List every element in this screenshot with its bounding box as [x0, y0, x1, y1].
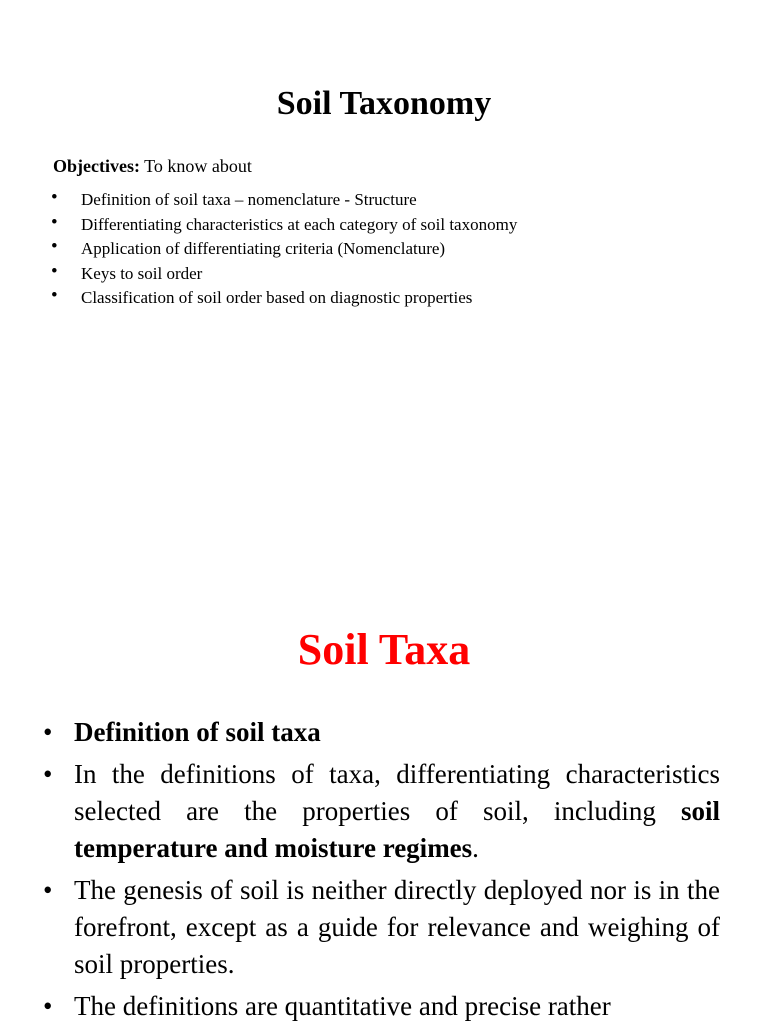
list-item	[0, 714, 720, 751]
list-item	[0, 213, 517, 238]
objectives-line	[53, 154, 252, 178]
list-item-text: Classification of soil order based on diagnostic properties	[81, 288, 473, 307]
list-item-text: The genesis of soil is neither directly deployed nor is in the forefront, except as a guide for relevance and weighing of soil properties.	[74, 875, 720, 979]
list-item	[0, 756, 720, 867]
bullet-icon: •	[51, 236, 58, 257]
list-item-text: Application of differentiating criteria (Nomenclature)	[81, 239, 446, 258]
list-item	[0, 188, 517, 213]
bullet-icon: •	[51, 285, 58, 306]
bullet-icon: •	[43, 717, 53, 747]
bullet-icon: •	[51, 260, 58, 282]
slide-soil-taxa	[0, 576, 768, 1024]
objectives-label: Objectives:	[53, 156, 140, 176]
slide-title: Soil Taxa	[297, 625, 471, 674]
bullet-icon: •	[51, 187, 58, 208]
list-item-text: Keys to soil order	[81, 263, 203, 283]
list-item	[0, 872, 720, 983]
list-item-text: Definition of soil taxa – nomenclature - Structure	[81, 190, 417, 209]
list-item	[0, 286, 517, 311]
list-item-text: Differentiating characteristics at each category of soil taxonomy	[81, 214, 518, 234]
bullet-icon: •	[43, 759, 53, 789]
list-item-text: Definition of soil taxa	[74, 717, 321, 747]
list-item-emphasis: soil temperature and moisture regimes	[74, 796, 720, 863]
slide-title: Soil Taxonomy	[276, 85, 492, 122]
list-item-suffix: .	[472, 833, 479, 863]
bullet-icon: •	[43, 991, 53, 1021]
list-item-text: The definitions are quantitative and precise rather	[74, 991, 611, 1021]
taxa-list	[0, 714, 768, 1030]
bullet-icon: •	[51, 211, 58, 233]
bullet-icon: •	[43, 875, 53, 905]
objectives-text: To know about	[139, 156, 252, 176]
list-item	[0, 237, 517, 262]
list-item	[0, 262, 517, 287]
list-item	[0, 988, 720, 1025]
objectives-list	[0, 188, 517, 311]
list-item-text: In the definitions of taxa, differentiating characteristics selected are the properties of soil, including	[74, 759, 720, 826]
